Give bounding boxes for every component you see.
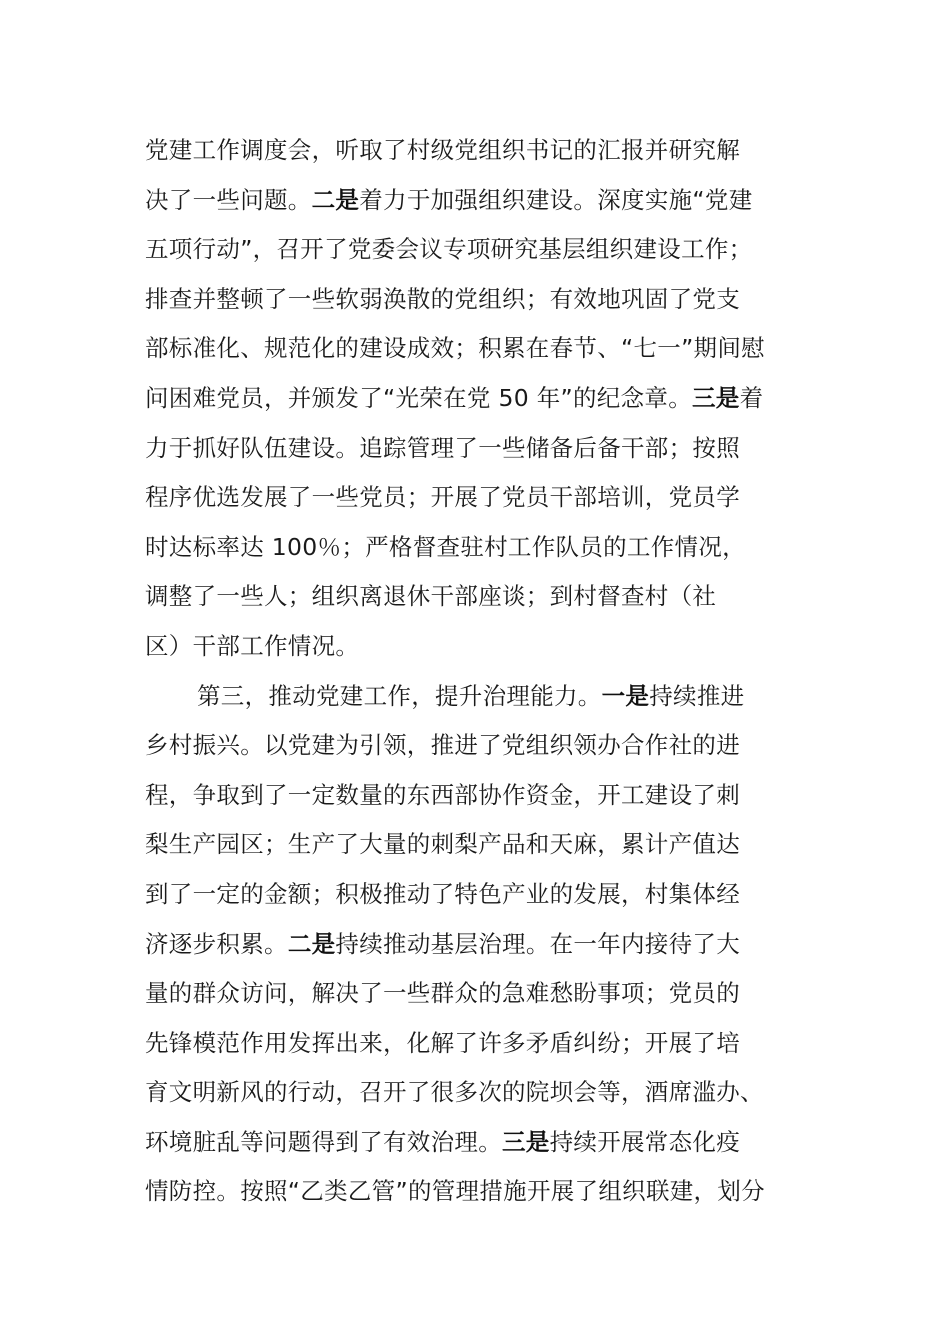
text-segment: 情防控。按照“乙类乙管”的管理措施开展了组织联建，划分 bbox=[145, 1177, 765, 1206]
text-line bbox=[145, 374, 805, 424]
text-segment: 持续推进 bbox=[649, 681, 745, 710]
text-segment: 决了一些问题。 bbox=[145, 185, 312, 214]
text-segment: 到了一定的金额；积极推动了特色产业的发展，村集体经 bbox=[145, 879, 740, 908]
text-segment: 力于抓好队伍建设。追踪管理了一些储备后备干部；按照 bbox=[145, 433, 740, 462]
text-segment: 第三，推动党建工作，提升治理能力。 bbox=[197, 681, 602, 710]
text-line bbox=[145, 424, 805, 474]
text-line bbox=[145, 870, 805, 920]
text-line bbox=[145, 1118, 805, 1168]
text-segment: 育文明新风的行动，召开了很多次的院坝会等，酒席滥办、 bbox=[145, 1078, 764, 1107]
text-line bbox=[145, 523, 805, 573]
bold-marker: 二是 bbox=[311, 185, 360, 214]
text-line bbox=[145, 275, 805, 325]
text-line bbox=[145, 1167, 805, 1217]
text-line bbox=[145, 622, 805, 672]
text-segment: 先锋模范作用发挥出来，化解了许多矛盾纠纷；开展了培 bbox=[145, 1028, 740, 1057]
text-line bbox=[145, 721, 805, 771]
text-line bbox=[145, 572, 805, 622]
text-line bbox=[145, 176, 805, 226]
text-segment: 党建工作调度会，听取了村级党组织书记的汇报并研究解 bbox=[145, 136, 740, 164]
text-segment: 程，争取到了一定数量的东西部协作资金，开工建设了刺 bbox=[145, 780, 740, 809]
bold-marker: 一是 bbox=[601, 681, 650, 710]
text-segment: 量的群众访问，解决了一些群众的急难愁盼事项；党员的 bbox=[145, 979, 740, 1008]
text-line bbox=[145, 1019, 805, 1069]
text-segment: 排查并整顿了一些软弱涣散的党组织；有效地巩固了党支 bbox=[145, 284, 740, 313]
text-segment: 区）干部工作情况。 bbox=[145, 631, 360, 660]
text-line bbox=[145, 672, 805, 722]
text-segment: 时达标率达 100％；严格督查驻村工作队员的工作情况， bbox=[145, 532, 746, 561]
text-segment: 问困难党员，并颁发了“光荣在党 50 年”的纪念章。 bbox=[145, 383, 692, 412]
text-line bbox=[145, 225, 805, 275]
bold-marker: 二是 bbox=[287, 929, 336, 958]
text-segment: 程序优选发展了一些党员；开展了党员干部培训，党员学 bbox=[145, 483, 740, 512]
text-segment: 乡村振兴。以党建为引领，推进了党组织领办合作社的进 bbox=[145, 731, 740, 760]
text-segment: 济逐步积累。 bbox=[145, 929, 288, 958]
text-segment: 持续开展常态化疫 bbox=[549, 1127, 741, 1156]
text-line bbox=[145, 771, 805, 821]
text-line bbox=[145, 920, 805, 970]
text-segment: 持续推动基层治理。在一年内接待了大 bbox=[335, 929, 741, 958]
text-line bbox=[145, 324, 805, 374]
text-segment: 部标准化、规范化的建设成效；积累在春节、“七一”期间慰 bbox=[145, 334, 765, 363]
text-line bbox=[145, 473, 805, 523]
bold-marker: 三是 bbox=[692, 383, 740, 412]
text-line bbox=[145, 969, 805, 1019]
text-segment: 调整了一些人；组织离退休干部座谈；到村督查村（社 bbox=[145, 582, 717, 611]
text-line bbox=[145, 820, 805, 870]
text-segment: 着力于加强组织建设。深度实施“党建 bbox=[359, 185, 753, 214]
text-segment: 着 bbox=[739, 383, 764, 412]
body-text bbox=[145, 126, 805, 1217]
text-segment: 五项行动”，召开了党委会议专项研究基层组织建设工作； bbox=[145, 235, 753, 264]
bold-marker: 三是 bbox=[502, 1127, 550, 1156]
text-segment: 梨生产园区；生产了大量的刺梨产品和天麻，累计产值达 bbox=[145, 830, 740, 859]
text-line bbox=[145, 1068, 805, 1118]
text-segment: 环境脏乱等问题得到了有效治理。 bbox=[145, 1127, 502, 1156]
text-line bbox=[145, 126, 805, 176]
